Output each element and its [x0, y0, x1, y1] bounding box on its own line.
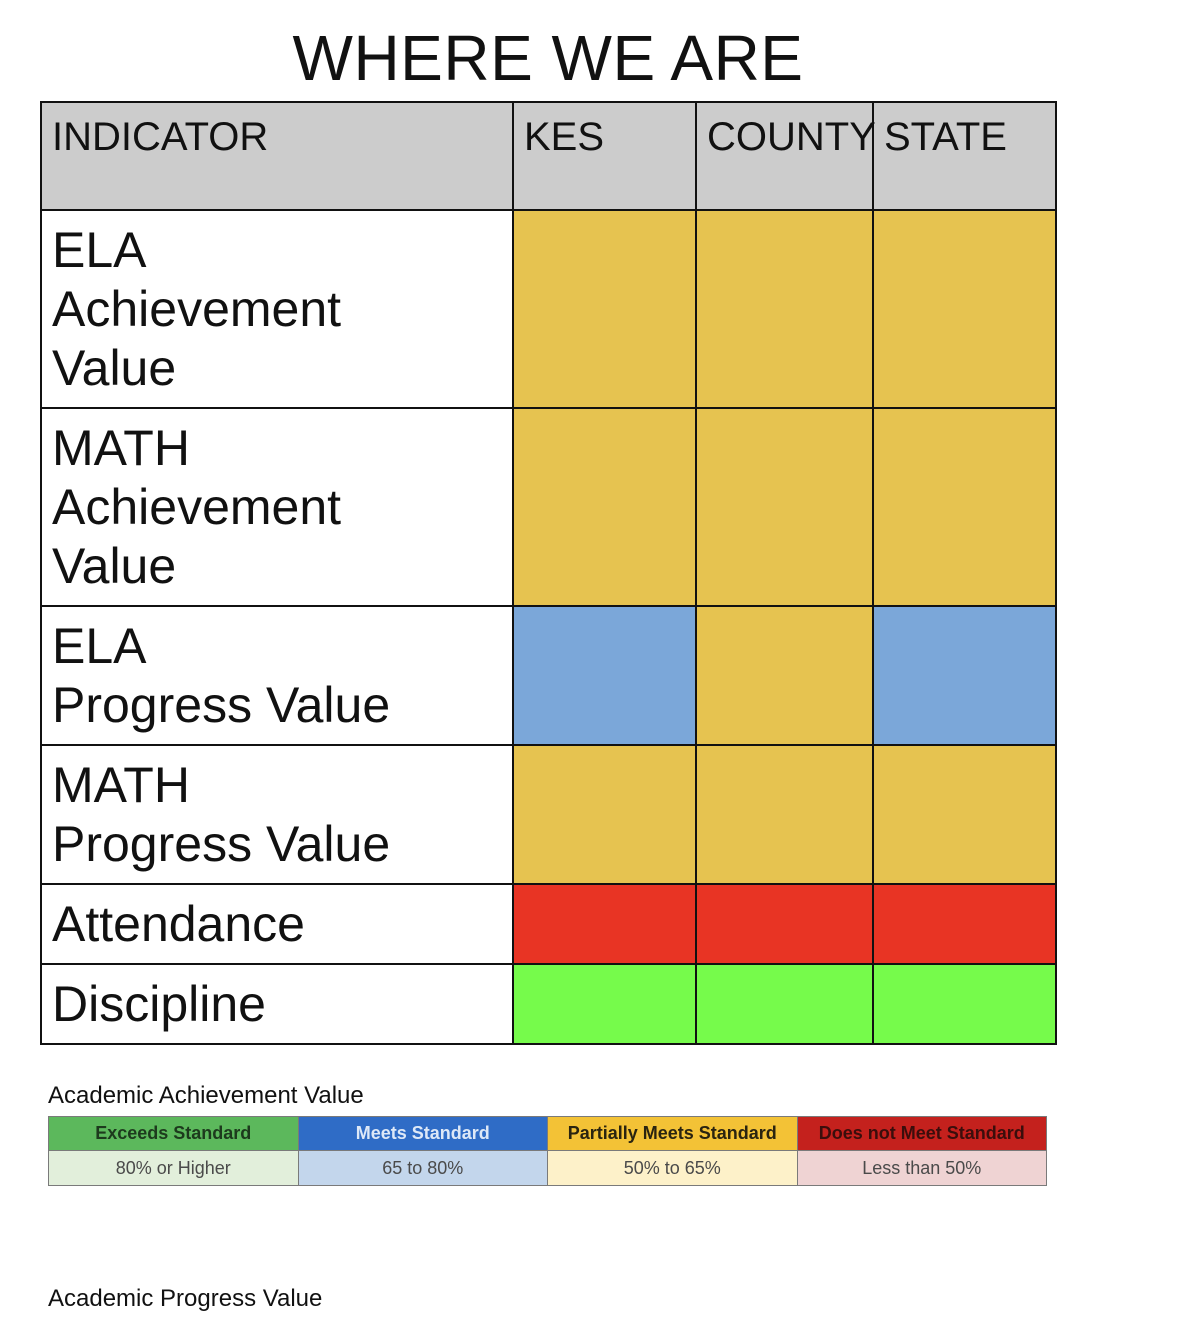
legend-range-does-not-meet: Less than 50%	[797, 1151, 1047, 1186]
table-row	[41, 745, 1056, 884]
indicator-label-line: Achievement	[52, 281, 342, 337]
state-rating-cell	[873, 210, 1056, 408]
legend-range-row	[49, 1151, 1047, 1186]
kes-rating-cell	[513, 210, 696, 408]
legend-level-partially-meets: Partially Meets Standard	[548, 1117, 798, 1151]
county-rating-cell	[696, 606, 873, 745]
state-rating-cell	[873, 745, 1056, 884]
indicator-label-line: Value	[52, 340, 177, 396]
county-rating-cell	[696, 408, 873, 606]
county-rating-cell	[696, 964, 873, 1044]
kes-rating-cell	[513, 745, 696, 884]
indicator-label-line: Discipline	[52, 976, 266, 1032]
header-county: COUNTY	[696, 102, 873, 210]
indicator-label	[41, 606, 513, 745]
legend-range-meets: 65 to 80%	[298, 1151, 548, 1186]
header-indicator: INDICATOR	[41, 102, 513, 210]
kes-rating-cell	[513, 884, 696, 964]
achievement-legend	[48, 1116, 1047, 1186]
legend-level-exceeds: Exceeds Standard	[49, 1117, 299, 1151]
indicator-label	[41, 964, 513, 1044]
indicator-table	[40, 101, 1057, 1045]
indicator-label-line: MATH	[52, 420, 190, 476]
table-row	[41, 408, 1056, 606]
kes-rating-cell	[513, 408, 696, 606]
county-rating-cell	[696, 884, 873, 964]
indicator-label	[41, 745, 513, 884]
indicator-label-line: MATH	[52, 757, 190, 813]
indicator-label-line: Progress Value	[52, 677, 391, 733]
indicator-label-line: Value	[52, 538, 177, 594]
indicator-label	[41, 408, 513, 606]
indicator-label-line: ELA	[52, 618, 147, 674]
legend-range-exceeds: 80% or Higher	[49, 1151, 299, 1186]
legend-level-meets: Meets Standard	[298, 1117, 548, 1151]
indicator-label-line: Achievement	[52, 479, 342, 535]
achievement-legend-caption: Academic Achievement Value	[48, 1082, 364, 1109]
table-row	[41, 210, 1056, 408]
progress-legend-caption: Academic Progress Value	[48, 1285, 323, 1312]
table-row	[41, 606, 1056, 745]
header-state: STATE	[873, 102, 1056, 210]
state-rating-cell	[873, 884, 1056, 964]
table-header-row	[41, 102, 1056, 210]
table-row	[41, 884, 1056, 964]
state-rating-cell	[873, 408, 1056, 606]
state-rating-cell	[873, 606, 1056, 745]
table-row	[41, 964, 1056, 1044]
kes-rating-cell	[513, 606, 696, 745]
legend-level-row	[49, 1117, 1047, 1151]
indicator-label-line: Attendance	[52, 896, 305, 952]
indicator-label-line: Progress Value	[52, 816, 391, 872]
page-title: WHERE WE ARE	[292, 22, 804, 94]
indicator-label-line: ELA	[52, 222, 147, 278]
header-kes: KES	[513, 102, 696, 210]
kes-rating-cell	[513, 964, 696, 1044]
county-rating-cell	[696, 210, 873, 408]
county-rating-cell	[696, 745, 873, 884]
indicator-label	[41, 210, 513, 408]
legend-level-does-not-meet: Does not Meet Standard	[797, 1117, 1047, 1151]
state-rating-cell	[873, 964, 1056, 1044]
legend-range-partially-meets: 50% to 65%	[548, 1151, 798, 1186]
indicator-label	[41, 884, 513, 964]
